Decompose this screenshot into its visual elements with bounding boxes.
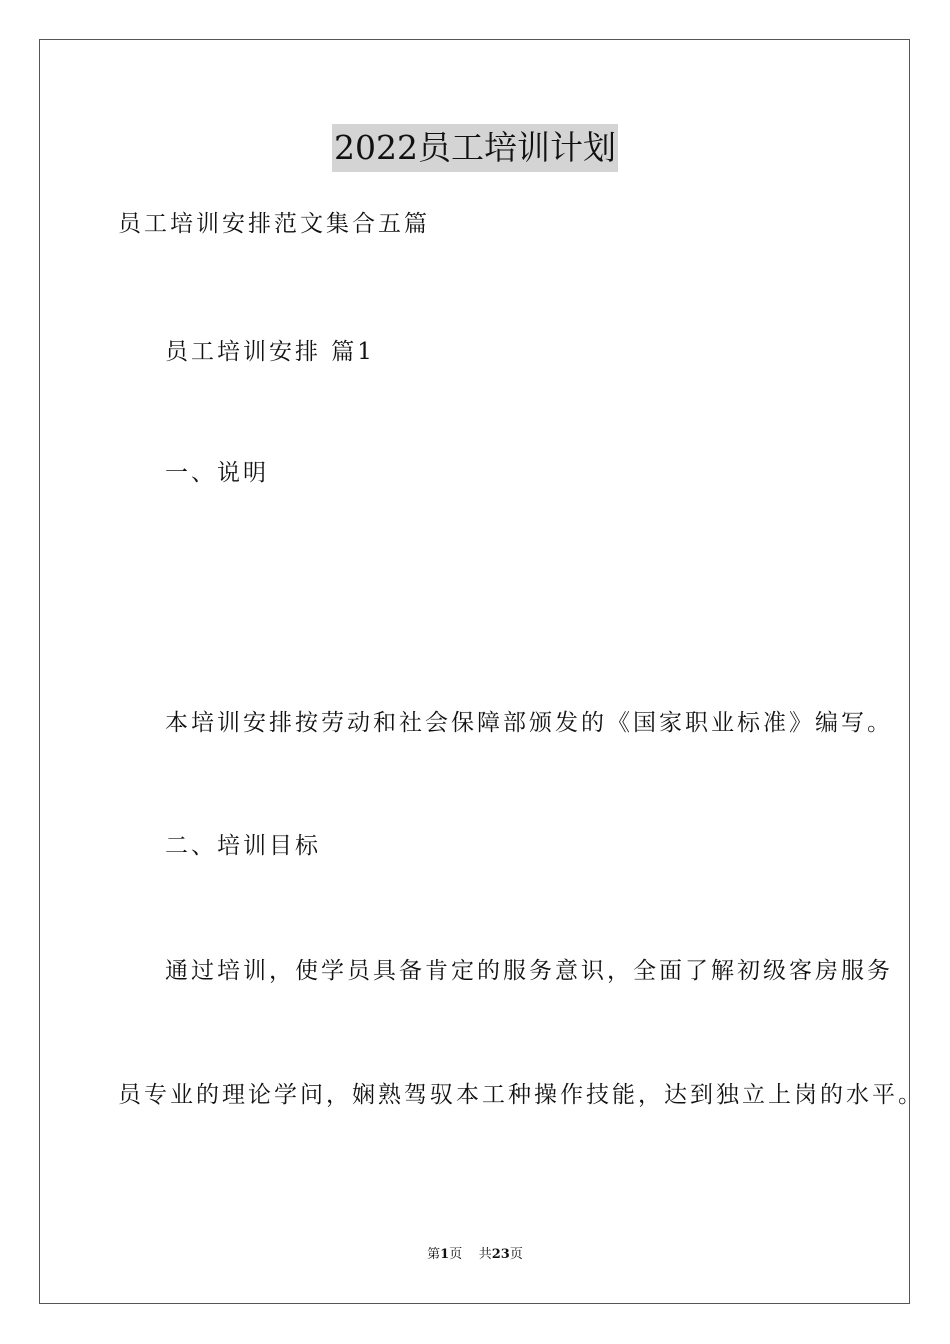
document-title: 2022员工培训计划 xyxy=(332,124,618,172)
body-paragraph: 员专业的理论学问，娴熟驾驭本工种操作技能，达到独立上岗的水平。 xyxy=(118,1082,924,1108)
footer-page-unit: 页 xyxy=(449,1247,463,1262)
footer-total-prefix: 共 xyxy=(478,1247,492,1262)
heading-explanation: 一、说明 xyxy=(165,460,269,486)
page-footer xyxy=(0,1246,950,1264)
footer-total-unit: 页 xyxy=(509,1247,523,1262)
section-heading: 员工培训安排 篇1 xyxy=(165,339,375,365)
body-paragraph: 本培训安排按劳动和社会保障部颁发的《国家职业标准》编写。 xyxy=(165,710,893,736)
title-container xyxy=(0,124,950,172)
current-page-number: 1 xyxy=(440,1247,450,1262)
body-paragraph: 通过培训，使学员具备肯定的服务意识，全面了解初级客房服务 xyxy=(165,958,893,984)
footer-prefix: 第 xyxy=(427,1247,441,1262)
heading-training-goal: 二、培训目标 xyxy=(165,833,321,859)
total-pages-number: 23 xyxy=(491,1247,510,1262)
subtitle-paragraph: 员工培训安排范文集合五篇 xyxy=(118,211,430,237)
